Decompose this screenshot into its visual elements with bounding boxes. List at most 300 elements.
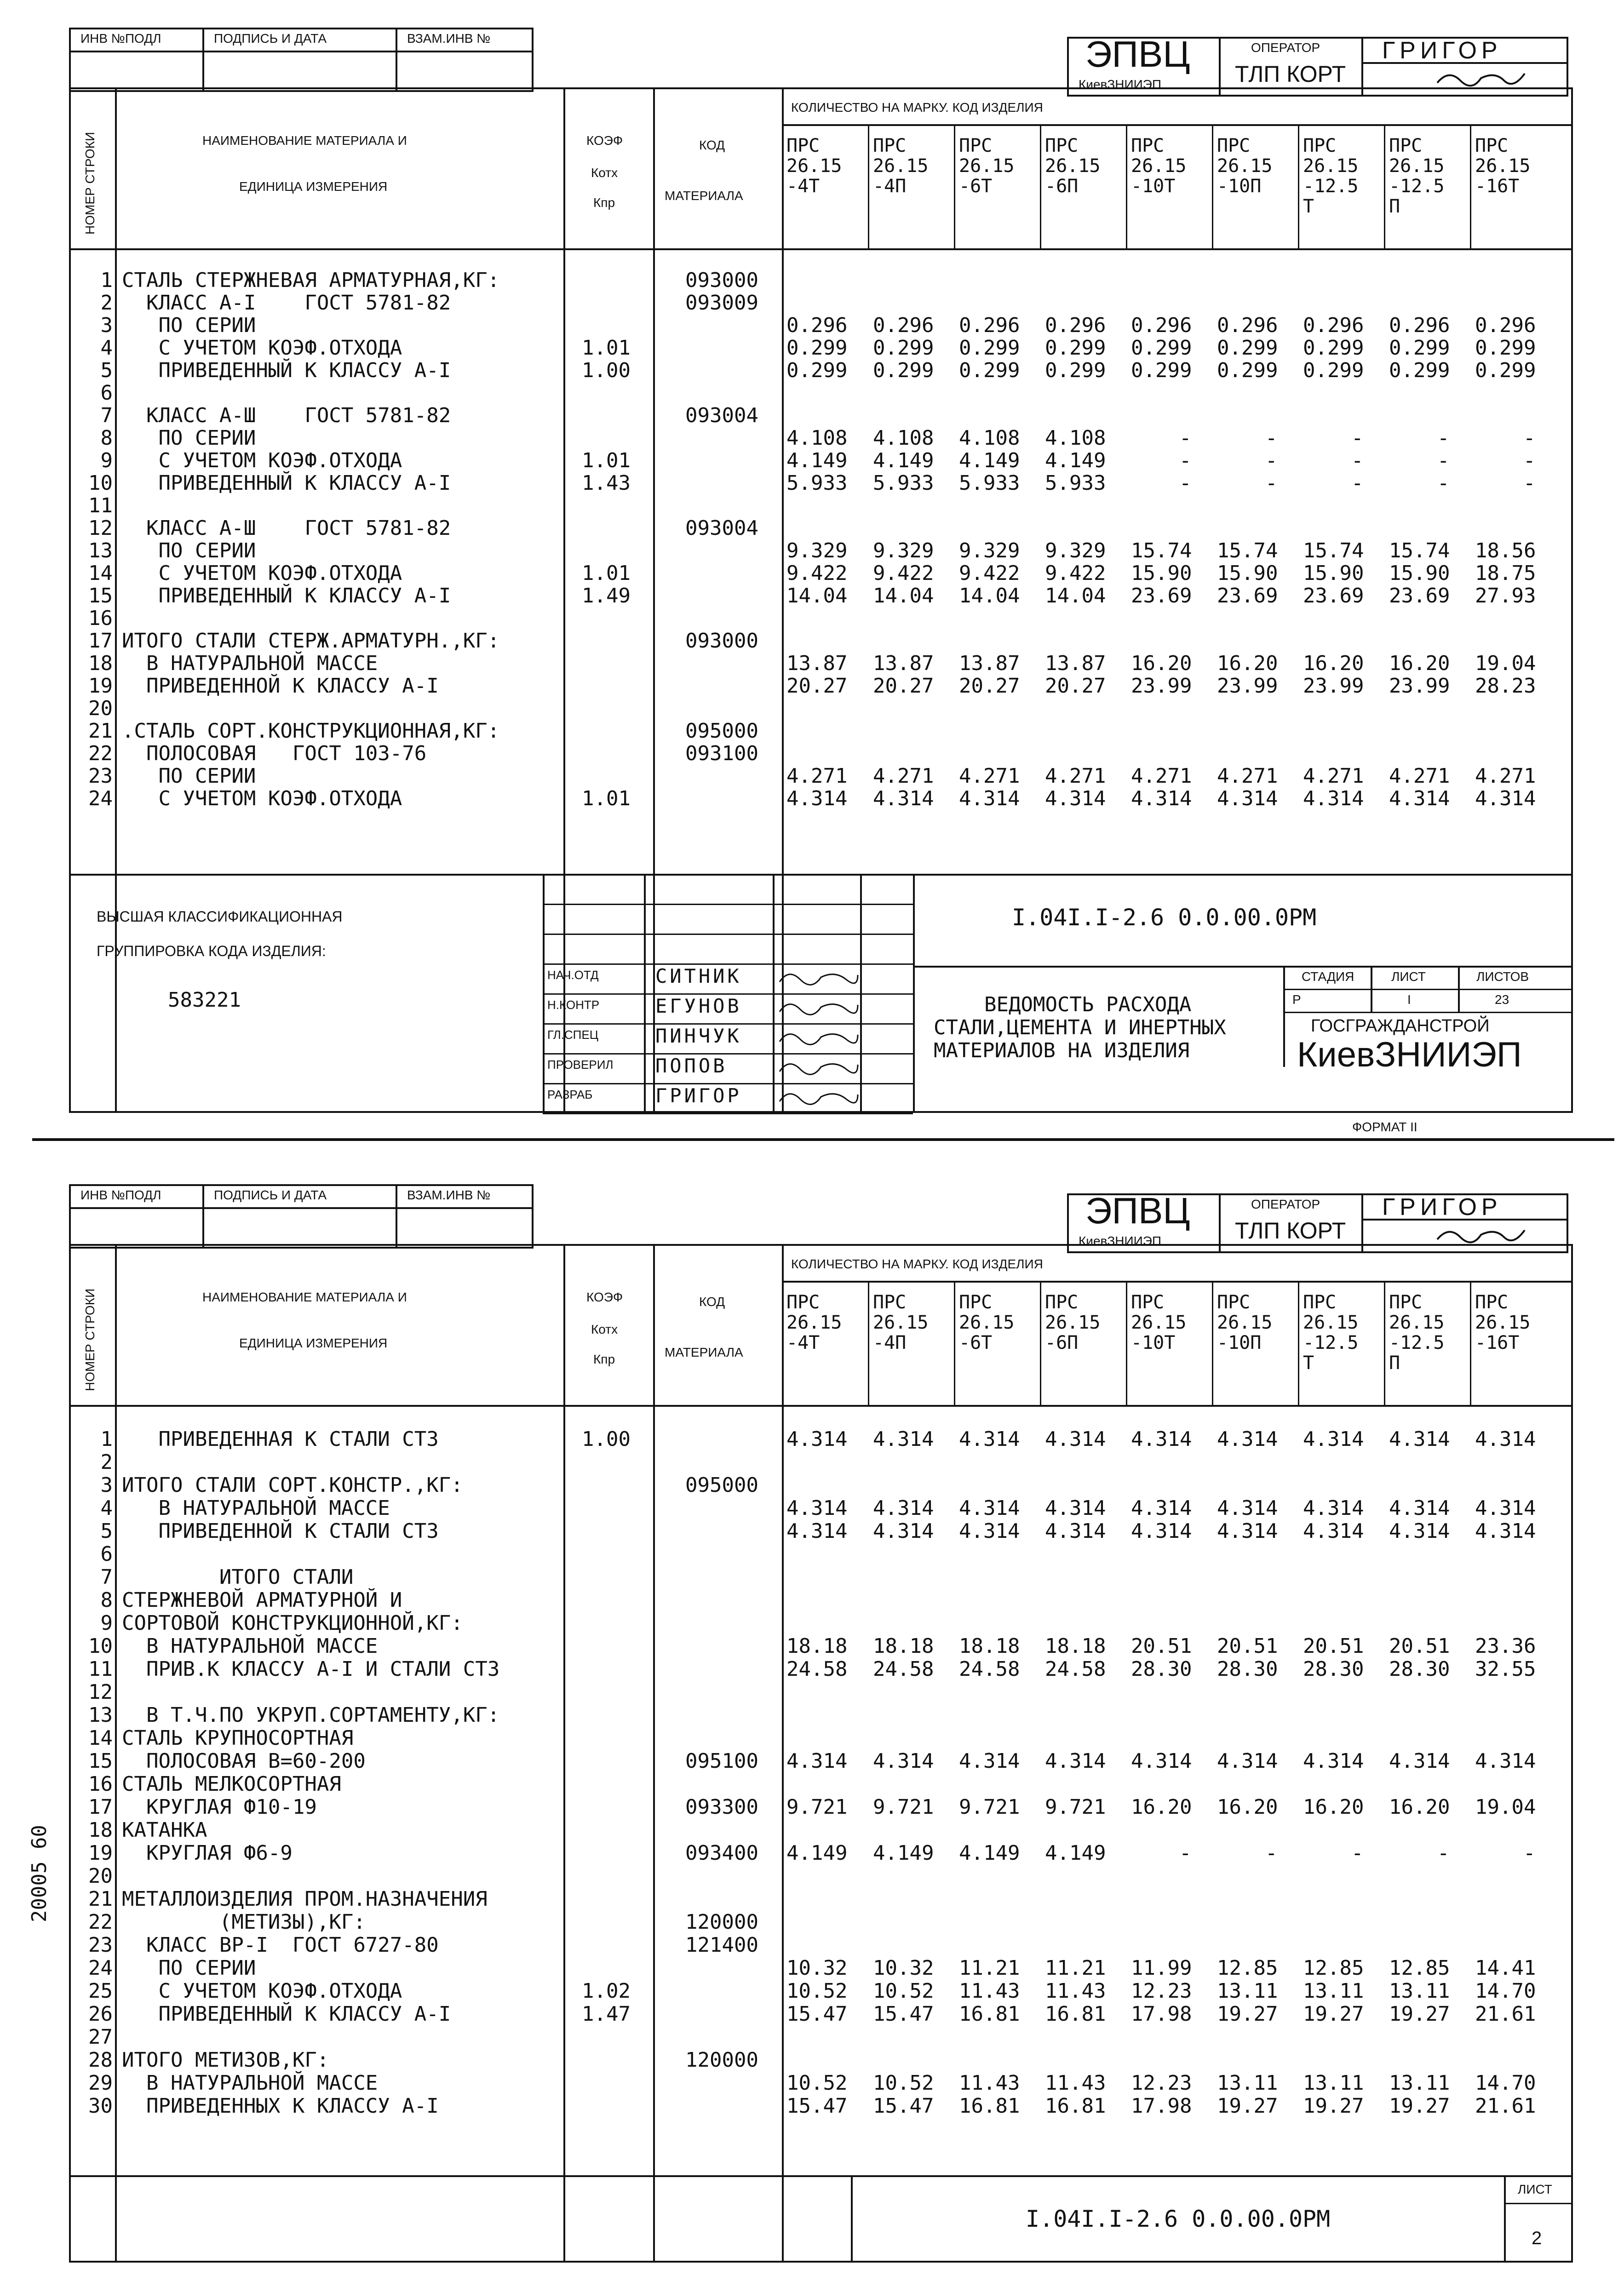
material-code: 093004 [685, 516, 758, 540]
quantity-value: 15.47 [873, 2002, 934, 2026]
product-code-header: П [1389, 196, 1400, 217]
quantity-value: 15.74 [1217, 539, 1278, 562]
koef-header-3: Кпр [593, 1352, 615, 1366]
quantity-value: 18.75 [1475, 562, 1536, 585]
rule-line [543, 934, 913, 935]
quantity-value: 4.271 [786, 764, 848, 788]
signature-scribble [777, 996, 860, 1025]
product-code-header: -12.5 [1389, 176, 1445, 197]
coefficient: 1.02 [582, 1979, 631, 2003]
product-code-header: 26.15 [786, 155, 842, 177]
material-code: 093100 [685, 742, 758, 765]
side-archive-note: 20005 60 [28, 1825, 51, 1922]
row-number: 2 [100, 1450, 113, 1474]
quantity-value: 0.299 [1045, 336, 1106, 360]
quantity-value: 4.314 [1217, 1519, 1278, 1543]
quantity-value: - [1523, 471, 1536, 495]
code-header-2: МАТЕРИАЛА [665, 189, 743, 203]
coefficient: 1.49 [582, 584, 631, 608]
quantity-value: 19.04 [1475, 1795, 1536, 1819]
quantity-value: 0.296 [1475, 314, 1536, 337]
row-number: 29 [88, 2071, 113, 2095]
quantity-value: - [1351, 1841, 1364, 1865]
quantity-value: 4.314 [1131, 1496, 1192, 1520]
quantity-value: 4.314 [1303, 1749, 1364, 1773]
quantity-value: 4.314 [873, 1519, 934, 1543]
signatory-name: ПИНЧУК [655, 1025, 742, 1047]
row-number: 16 [88, 607, 113, 630]
row-number: 20 [88, 1864, 113, 1888]
quantity-value: 19.27 [1389, 2002, 1450, 2026]
quantity-header: КОЛИЧЕСТВО НА МАРКУ. КОД ИЗДЕЛИЯ [791, 1257, 1043, 1271]
material-name: ПО СЕРИИ [122, 314, 256, 337]
quantity-value: 15.47 [786, 2094, 848, 2118]
material-name: КЛАСС А-I ГОСТ 5781-82 [122, 291, 451, 315]
quantity-value: 20.27 [1045, 674, 1106, 698]
quantity-value: 13.87 [959, 652, 1020, 675]
quantity-value: 32.55 [1475, 1657, 1536, 1681]
quantity-value: 9.721 [873, 1795, 934, 1819]
organization: ГОСГРАЖДАНСТРОЙ [1311, 1016, 1490, 1036]
quantity-value: 4.314 [1475, 1496, 1536, 1520]
material-name: С УЧЕТОМ КОЭФ.ОТХОДА [122, 787, 402, 810]
quantity-value: 12.23 [1131, 2071, 1192, 2095]
signature-scribble [777, 966, 860, 995]
quantity-value: 28.30 [1217, 1657, 1278, 1681]
rule-line [1040, 1281, 1041, 1405]
material-name: СТАЛЬ МЕЛКОСОРТНАЯ [122, 1772, 341, 1796]
material-name: СТАЛЬ КРУПНОСОРТНАЯ [122, 1726, 354, 1750]
material-code: 093009 [685, 291, 758, 315]
quantity-value: - [1265, 449, 1278, 472]
product-code-header: 26.15 [1475, 155, 1531, 177]
product-code-header: ПРС [1217, 1292, 1251, 1313]
quantity-value: 0.296 [1045, 314, 1106, 337]
quantity-value: 15.90 [1131, 562, 1192, 585]
material-name: МЕТАЛЛОИЗДЕЛИЯ ПРОМ.НАЗНАЧЕНИЯ [122, 1887, 488, 1911]
rule-line [913, 966, 1573, 968]
quantity-value: 4.314 [1045, 1496, 1106, 1520]
row-number-header: НОМЕР СТРОКИ [83, 132, 97, 235]
quantity-value: 10.52 [786, 1979, 848, 2003]
quantity-value: 16.20 [1389, 652, 1450, 675]
quantity-value: 20.51 [1389, 1634, 1450, 1658]
product-code-header: -16Т [1475, 176, 1520, 197]
quantity-value: - [1351, 449, 1364, 472]
quantity-value: 4.314 [873, 1496, 934, 1520]
material-name: (МЕТИЗЫ),КГ: [122, 1910, 366, 1934]
row-number: 3 [100, 314, 113, 337]
quantity-value: 28.30 [1131, 1657, 1192, 1681]
material-name: В НАТУРАЛЬНОЙ МАССЕ [122, 1634, 378, 1658]
product-code-header: 26.15 [873, 155, 929, 177]
coefficient: 1.01 [582, 336, 631, 360]
quantity-value: 9.329 [786, 539, 848, 562]
quantity-value: 0.299 [1217, 359, 1278, 382]
quantity-value: 10.52 [873, 2071, 934, 2095]
product-code-header: 26.15 [1389, 155, 1445, 177]
quantity-value: 23.69 [1217, 584, 1278, 608]
material-name: КЛАСС А-Ш ГОСТ 5781-82 [122, 404, 451, 427]
material-name: ПОЛОСОВАЯ ГОСТ 103-76 [122, 742, 427, 765]
row-number: 11 [88, 1657, 113, 1681]
quantity-value: 0.299 [1389, 359, 1450, 382]
product-code-header: 26.15 [786, 1312, 842, 1333]
coefficient: 1.01 [582, 787, 631, 810]
quantity-value: 9.329 [959, 539, 1020, 562]
material-name: ИТОГО СТАЛИ [122, 1565, 354, 1589]
quantity-value: 4.149 [959, 449, 1020, 472]
quantity-value: 4.271 [1475, 764, 1536, 788]
classification-label-2: ГРУППИРОВКА КОДА ИЗДЕЛИЯ: [97, 943, 326, 959]
signatory-role: РАЗРАБ [547, 1088, 593, 1101]
quantity-value: 4.314 [959, 1496, 1020, 1520]
sheet-value: I [1407, 992, 1411, 1007]
rule-line [69, 1405, 1573, 1407]
doc-title-line-3: МАТЕРИАЛОВ НА ИЗДЕЛИЯ [934, 1039, 1190, 1062]
product-code-header: ПРС [1131, 135, 1165, 156]
material-name: С УЧЕТОМ КОЭФ.ОТХОДА [122, 336, 402, 360]
code-header-1: КОД [699, 1295, 725, 1309]
quantity-value: 4.314 [786, 1496, 848, 1520]
quantity-value: 5.933 [786, 471, 848, 495]
signature-scribble [777, 1085, 860, 1115]
quantity-value: 4.271 [1217, 764, 1278, 788]
quantity-value: 19.04 [1475, 652, 1536, 675]
inv-podl-label: ИНВ №ПОДЛ [80, 1188, 161, 1202]
quantity-value: 12.85 [1389, 1956, 1450, 1980]
quantity-value: 14.04 [786, 584, 848, 608]
product-code-header: -4Т [786, 1332, 820, 1353]
signatory-role: Н.КОНТР [547, 998, 600, 1012]
quantity-value: 27.93 [1475, 584, 1536, 608]
product-code-header: -4П [873, 176, 907, 197]
product-code-header: ПРС [873, 1292, 907, 1313]
quantity-value: 11.43 [959, 1979, 1020, 2003]
product-code-header: -10Т [1131, 1332, 1176, 1353]
material-name: С УЧЕТОМ КОЭФ.ОТХОДА [122, 1979, 402, 2003]
product-code-header: 26.15 [1475, 1312, 1531, 1333]
grigor-label: ГРИГОР [1382, 1194, 1502, 1221]
quantity-value: - [1265, 426, 1278, 450]
material-name: КРУГЛАЯ Ф6-9 [122, 1841, 293, 1865]
material-name: ПРИВЕДЕННЫЙ К КЛАССУ А-I [122, 471, 451, 495]
product-code-header: ПРС [873, 135, 907, 156]
document-code: I.04I.I-2.6 0.0.00.0PM [1026, 2206, 1331, 2232]
quantity-value: 9.422 [1045, 562, 1106, 585]
row-number: 4 [100, 336, 113, 360]
quantity-value: 16.81 [1045, 2094, 1106, 2118]
product-code-header: 26.15 [1131, 1312, 1187, 1333]
quantity-value: 4.314 [1303, 1496, 1364, 1520]
name-header-1: НАИМЕНОВАНИЕ МАТЕРИАЛА И [202, 133, 407, 148]
quantity-value: - [1265, 471, 1278, 495]
row-number: 27 [88, 2025, 113, 2049]
rule-line [69, 51, 534, 52]
rule-line [1458, 966, 1460, 1012]
quantity-value: 4.314 [1045, 787, 1106, 810]
quantity-value: 23.69 [1131, 584, 1192, 608]
material-name: КЛАСС ВР-I ГОСТ 6727-80 [122, 1933, 439, 1957]
quantity-value: 4.149 [959, 1841, 1020, 1865]
quantity-value: 23.69 [1303, 584, 1364, 608]
vzam-inv-label: ВЗАМ.ИНВ № [407, 1188, 491, 1202]
quantity-value: 4.314 [1303, 787, 1364, 810]
product-code-header: -12.5 [1303, 1332, 1359, 1353]
quantity-value: - [1265, 1841, 1278, 1865]
material-name: КАТАНКА [122, 1818, 207, 1842]
rule-line [851, 2175, 853, 2263]
material-code: 093400 [685, 1841, 758, 1865]
coefficient: 1.00 [582, 1427, 631, 1451]
material-name: ПРИВЕДЕННЫХ К КЛАССУ А-I [122, 2094, 439, 2118]
rule-line [782, 1244, 784, 2263]
quantity-value: 4.108 [959, 426, 1020, 450]
material-name: ИТОГО МЕТИЗОВ,КГ: [122, 2048, 329, 2072]
quantity-value: 4.271 [1389, 764, 1450, 788]
product-code-header: -16Т [1475, 1332, 1520, 1353]
quantity-value: 13.11 [1303, 1979, 1364, 2003]
rule-line [1384, 124, 1385, 248]
quantity-value: 16.20 [1131, 1795, 1192, 1819]
quantity-value: 0.299 [1217, 336, 1278, 360]
material-name: СТАЛЬ СТЕРЖНЕВАЯ АРМАТУРНАЯ,КГ: [122, 269, 500, 292]
material-code: 093000 [685, 629, 758, 653]
quantity-value: 14.04 [959, 584, 1020, 608]
quantity-value: 14.70 [1475, 1979, 1536, 2003]
rule-line [69, 2175, 1573, 2177]
row-number: 19 [88, 1841, 113, 1865]
quantity-value: 0.299 [1475, 359, 1536, 382]
product-code-header: 26.15 [1045, 155, 1101, 177]
quantity-value: 4.314 [873, 1427, 934, 1451]
product-code-header: ПРС [1475, 1292, 1509, 1313]
product-code-header: ПРС [959, 135, 993, 156]
quantity-value: 4.314 [959, 1519, 1020, 1543]
material-name: ПО СЕРИИ [122, 539, 256, 562]
quantity-value: 28.30 [1303, 1657, 1364, 1681]
quantity-header: КОЛИЧЕСТВО НА МАРКУ. КОД ИЗДЕЛИЯ [791, 100, 1043, 115]
quantity-value: 4.314 [1045, 1749, 1106, 1773]
quantity-value: 10.32 [873, 1956, 934, 1980]
row-number: 19 [88, 674, 113, 698]
quantity-value: 4.314 [1475, 1427, 1536, 1451]
row-number: 24 [88, 787, 113, 810]
sheet-value: 2 [1532, 2228, 1542, 2248]
quantity-value: 0.296 [1389, 314, 1450, 337]
quantity-value: 12.85 [1303, 1956, 1364, 1980]
quantity-value: 4.314 [1217, 1496, 1278, 1520]
quantity-value: 15.90 [1217, 562, 1278, 585]
product-code-header: 26.15 [873, 1312, 929, 1333]
material-code: 121400 [685, 1933, 758, 1957]
row-number: 13 [88, 539, 113, 562]
row-number: 8 [100, 1588, 113, 1612]
product-code-header: 26.15 [959, 155, 1015, 177]
quantity-value: 4.314 [1131, 787, 1192, 810]
row-number: 9 [100, 1611, 113, 1635]
rule-line [563, 87, 565, 1113]
quantity-value: 0.296 [1303, 314, 1364, 337]
quantity-value: 20.51 [1131, 1634, 1192, 1658]
quantity-value: 0.299 [786, 336, 848, 360]
name-header-2: ЕДИНИЦА ИЗМЕРЕНИЯ [239, 179, 388, 194]
quantity-value: 4.314 [1475, 787, 1536, 810]
rule-line [563, 1244, 565, 2263]
quantity-value: 4.314 [1389, 1427, 1450, 1451]
quantity-value: 28.30 [1389, 1657, 1450, 1681]
quantity-value: 23.99 [1389, 674, 1450, 698]
row-number: 14 [88, 1726, 113, 1750]
quantity-value: 11.21 [1045, 1956, 1106, 1980]
vzam-inv-label: ВЗАМ.ИНВ № [407, 31, 491, 46]
quantity-value: 11.99 [1131, 1956, 1192, 1980]
signatory-role: ПРОВЕРИЛ [547, 1058, 614, 1072]
quantity-value: 11.43 [959, 2071, 1020, 2095]
row-number: 17 [88, 629, 113, 653]
quantity-value: 10.32 [786, 1956, 848, 1980]
product-code-header: -12.5 [1389, 1332, 1445, 1353]
rule-line [543, 904, 913, 905]
material-code: 093004 [685, 404, 758, 427]
row-number: 14 [88, 562, 113, 585]
quantity-value: 16.20 [1217, 652, 1278, 675]
quantity-value: 4.271 [959, 764, 1020, 788]
operator-label: ОПЕРАТОР [1251, 1197, 1320, 1211]
epvc-label: ЭПВЦ [1085, 1190, 1190, 1231]
sheets-label: ЛИСТОВ [1476, 969, 1529, 984]
quantity-value: 9.329 [1045, 539, 1106, 562]
quantity-value: 15.47 [786, 2002, 848, 2026]
product-code-header: -4Т [786, 176, 820, 197]
product-code-header: ПРС [786, 135, 820, 156]
classification-label-1: ВЫСШАЯ КЛАССИФИКАЦИОННАЯ [97, 908, 343, 925]
row-number: 23 [88, 764, 113, 788]
name-header-2: ЕДИНИЦА ИЗМЕРЕНИЯ [239, 1336, 388, 1350]
material-name: ИТОГО СТАЛИ СТЕРЖ.АРМАТУРН.,КГ: [122, 629, 500, 653]
row-number-header: НОМЕР СТРОКИ [83, 1288, 97, 1391]
row-number: 21 [88, 1887, 113, 1911]
quantity-value: 17.98 [1131, 2094, 1192, 2118]
quantity-value: 16.20 [1217, 1795, 1278, 1819]
quantity-value: - [1437, 426, 1450, 450]
quantity-value: 4.271 [1303, 764, 1364, 788]
material-code: 120000 [685, 1910, 758, 1934]
signatory-name: СИТНИК [655, 965, 742, 987]
quantity-value: 20.51 [1217, 1634, 1278, 1658]
quantity-value: - [1351, 426, 1364, 450]
product-code-header: -10Т [1131, 176, 1176, 197]
rule-line [1298, 1281, 1299, 1405]
row-number: 11 [88, 494, 113, 517]
product-code-header: ПРС [1303, 1292, 1337, 1313]
product-code-header: 26.15 [1303, 1312, 1359, 1333]
rule-line [69, 248, 1573, 250]
row-number: 12 [88, 1680, 113, 1704]
quantity-value: 21.61 [1475, 2094, 1536, 2118]
product-code-header: ПРС [1303, 135, 1337, 156]
rule-line [115, 1244, 117, 2263]
row-number: 10 [88, 1634, 113, 1658]
quantity-value: 4.314 [1389, 1749, 1450, 1773]
code-header-1: КОД [699, 138, 725, 152]
product-code-header: -4П [873, 1332, 907, 1353]
material-name: КЛАСС А-Ш ГОСТ 5781-82 [122, 516, 451, 540]
quantity-value: 4.314 [786, 1519, 848, 1543]
quantity-value: 9.329 [873, 539, 934, 562]
product-code-header: Т [1303, 1353, 1314, 1374]
row-number: 12 [88, 516, 113, 540]
kiev-zniiep-label: КиевЗНИИЭП [1079, 77, 1162, 92]
quantity-value: 0.299 [959, 336, 1020, 360]
quantity-value: 10.52 [873, 1979, 934, 2003]
quantity-value: - [1523, 449, 1536, 472]
signatory-role: ГЛ.СПЕЦ [547, 1028, 598, 1042]
quantity-value: 0.299 [1303, 336, 1364, 360]
material-name: КРУГЛАЯ Ф10-19 [122, 1795, 317, 1819]
quantity-value: 4.314 [959, 787, 1020, 810]
rule-line [1504, 2203, 1573, 2204]
quantity-value: 4.314 [1475, 1749, 1536, 1773]
quantity-value: 9.422 [873, 562, 934, 585]
rule-line [1212, 1281, 1213, 1405]
quantity-value: 13.11 [1217, 2071, 1278, 2095]
kiev-zniiep-label: КиевЗНИИЭП [1079, 1234, 1162, 1248]
product-code-header: 26.15 [1217, 155, 1273, 177]
row-number: 4 [100, 1496, 113, 1520]
rule-line [868, 1281, 869, 1405]
signatory-name: ПОПОВ [655, 1055, 728, 1077]
sheet-separator [32, 1138, 1614, 1141]
quantity-value: 11.43 [1045, 2071, 1106, 2095]
rule-line [868, 124, 869, 248]
quantity-value: 24.58 [786, 1657, 848, 1681]
quantity-value: 12.23 [1131, 1979, 1192, 2003]
quantity-value: 0.299 [1131, 359, 1192, 382]
quantity-value: 4.149 [1045, 449, 1106, 472]
rule-line [653, 1244, 655, 2263]
quantity-value: 16.20 [1389, 1795, 1450, 1819]
quantity-value: 9.721 [959, 1795, 1020, 1819]
quantity-value: 13.11 [1303, 2071, 1364, 2095]
product-code-header: ПРС [959, 1292, 993, 1313]
code-header-2: МАТЕРИАЛА [665, 1345, 743, 1359]
quantity-value: 4.314 [1389, 1519, 1450, 1543]
quantity-value: - [1437, 471, 1450, 495]
row-number: 6 [100, 381, 113, 405]
quantity-value: 9.721 [786, 1795, 848, 1819]
material-name: ПРИВЕДЕННЫЙ К КЛАССУ А-I [122, 584, 451, 608]
material-name: ПО СЕРИИ [122, 426, 256, 450]
product-code-header: Т [1303, 196, 1314, 217]
material-code: 093000 [685, 269, 758, 292]
rule-line [1504, 2175, 1506, 2263]
format-label: ФОРМАТ II [1352, 1120, 1417, 1134]
quantity-value: 14.70 [1475, 2071, 1536, 2095]
material-name: В НАТУРАЛЬНОЙ МАССЕ [122, 2071, 378, 2095]
koef-header-2: Котх [591, 166, 618, 180]
quantity-value: 4.149 [873, 449, 934, 472]
material-name: ПРИВ.К КЛАССУ А-I И СТАЛИ СТ3 [122, 1657, 500, 1681]
quantity-value: 23.99 [1131, 674, 1192, 698]
quantity-value: 18.18 [1045, 1634, 1106, 1658]
row-number: 17 [88, 1795, 113, 1819]
quantity-value: 28.23 [1475, 674, 1536, 698]
quantity-value: 5.933 [873, 471, 934, 495]
row-number: 25 [88, 1979, 113, 2003]
quantity-value: 5.933 [959, 471, 1020, 495]
quantity-value: 4.108 [786, 426, 848, 450]
